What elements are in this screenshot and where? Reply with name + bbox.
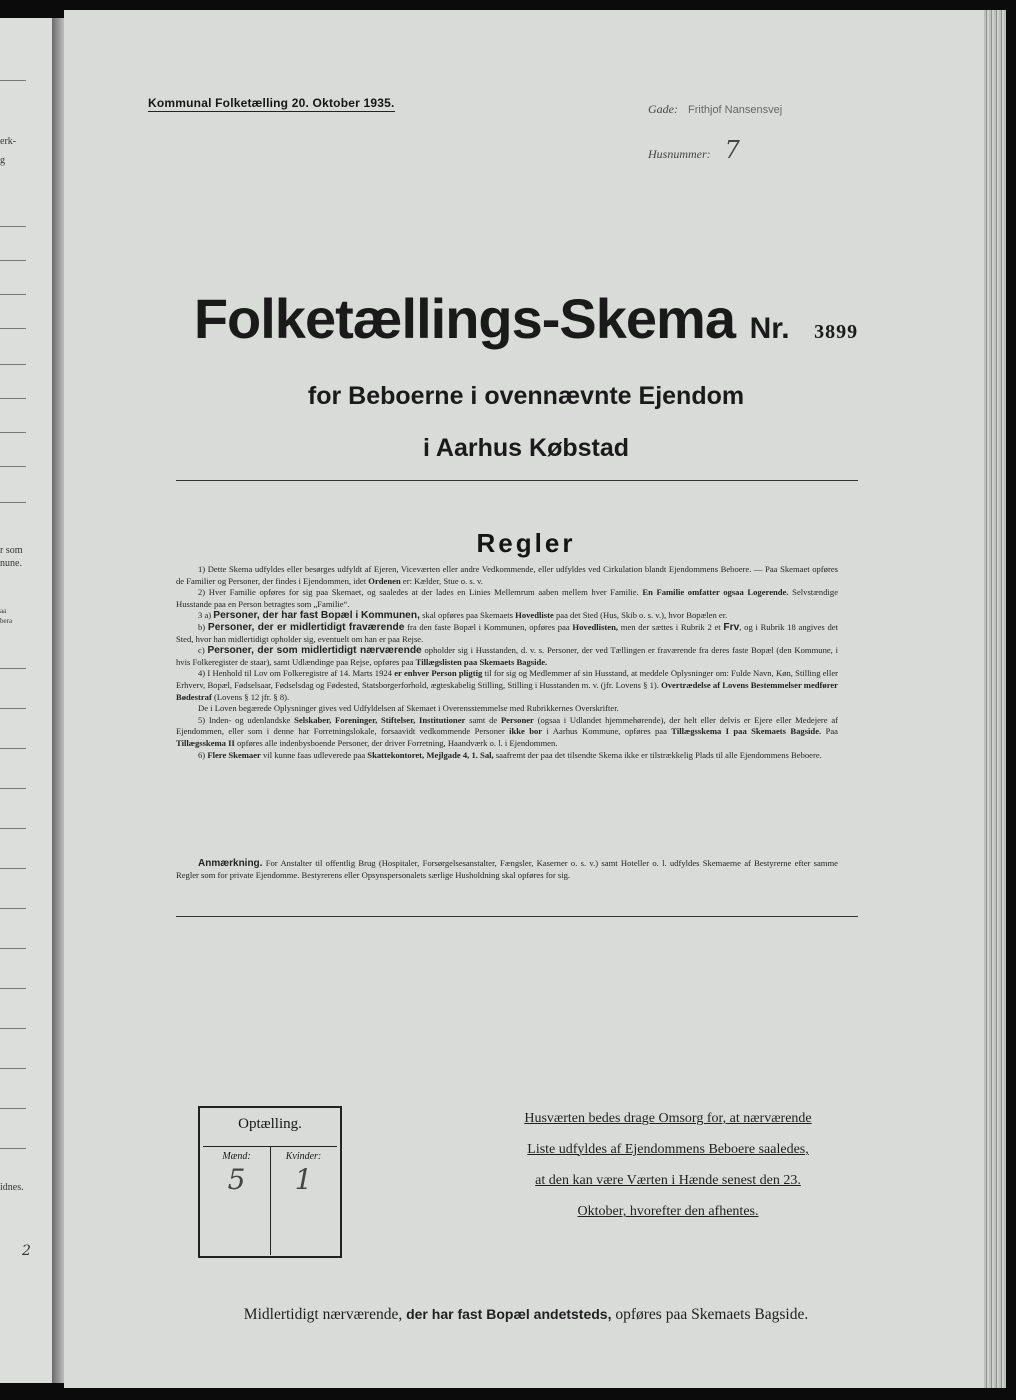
divider-rule [176, 480, 858, 481]
margin-rule [0, 868, 26, 869]
rule-2: 2) Hver Familie opføres for sig paa Skemaet, og saaledes at der lades en Linies Mellemrum aaben mellem hver Familie. En Familie omfatter ogsaa Logerende. Selvstændige Husstande paa en Person betragtes som „Familie“. [176, 587, 839, 609]
form-nr-label: Nr. [749, 312, 790, 345]
notice-line: Liste udfyldes af Ejendommens Beboere saaledes, [527, 1142, 809, 1157]
rule-5: 5) Inden- og udenlandske Selskaber, Foreninger, Stiftelser, Institutioner samt de Personer (ogsaa i Udlandet hjemmehørende), der helt eller delvis er Ejere eller Medejere af Ejendommen, eller som i denne har Forretningslokale, forsaavidt vedkommende Personer ikke bor i Aarhus Kommune, opføres paa Tillægsskema I paa Skemaets Bagside. Paa Tillægsskema II opføres alle indenbysboende Personer, der driver Forretning, Haandværk o. l. i Ejendommen. [176, 714, 839, 748]
form-subtitle: for Beboerne i ovennævnte Ejendom [307, 382, 745, 410]
notice-line: Oktober, hvorefter den afhentes. [577, 1204, 759, 1219]
margin-fragment: aa [0, 607, 7, 615]
margin-rule [0, 260, 26, 261]
notice-line: at den kan være Værten i Hænde senest den 23. [535, 1173, 801, 1188]
margin-rule [0, 432, 26, 433]
rules-heading: Regler [476, 528, 576, 558]
count-box [198, 1106, 342, 1258]
margin-fragment: idnes. [0, 1182, 24, 1193]
notice-line: Husværten bedes drage Omsorg for, at nærværende [524, 1111, 812, 1126]
margin-fragment: g [0, 155, 5, 166]
women-label: Kvinder: [285, 1151, 322, 1162]
margin-fragment: r som [0, 545, 23, 556]
count-grid [203, 1146, 337, 1255]
form-municipality: i Aarhus Købstad [422, 434, 630, 462]
margin-rule [0, 328, 26, 329]
margin-rule [0, 988, 26, 989]
house-number-row [648, 136, 740, 164]
footer-part-3: opføres paa Skemaets Bagside. [615, 1306, 809, 1323]
street-row [648, 100, 782, 118]
margin-rule [0, 502, 26, 503]
rules-text [176, 564, 838, 761]
margin-rule [0, 466, 26, 467]
census-form-page [64, 10, 988, 1388]
margin-rule [0, 80, 26, 81]
rule-3b: b) Personer, der er midlertidigt fraværende fra den faste Bopæl i Kommunen, opføres paa Hovedlisten, men der sættes i Rubrik 2 et Frv, og i Rubrik 18 angives det Sted, hvor han midlertidigt opholder sig, eventuelt om han er paa Rejse. [176, 621, 838, 644]
remark-label: Anmærkning. [198, 858, 263, 869]
divider-rule [176, 916, 858, 917]
street-label: Gade: [648, 102, 678, 116]
margin-rule [0, 1068, 26, 1069]
margin-rule [0, 1108, 26, 1109]
margin-rule [0, 908, 26, 909]
margin-rule [0, 1028, 26, 1029]
rule-1: 1) Dette Skema udfyldes eller besørges udfyldt af Ejeren, Viceværten eller andre Vedkommende, eller udfyldes ved Cirkulation blandt Ejendommens Beboere. — Paa Skemaet opføres de Familier og Personer, der findes i Ejendommen, idet Ordenen er: Kælder, Stue o. s. v. [176, 564, 838, 586]
form-number: 3899 [814, 321, 859, 343]
margin-rule [0, 788, 26, 789]
margin-rule [0, 226, 26, 227]
count-title: Optælling. [238, 1116, 302, 1132]
women-count: 1 [294, 1163, 313, 1196]
landlord-notice [498, 1110, 838, 1234]
adjacent-page-margin [0, 18, 52, 1383]
footer-part-2: der har fast Bopæl andetsteds, [406, 1306, 612, 1322]
margin-rule [0, 398, 26, 399]
margin-rule [0, 828, 26, 829]
scan-border [1006, 0, 1016, 1400]
rule-3c: c) Personer, der som midlertidigt nærværende opholder sig i Husstanden, d. v. s. Personer, der ved Tællingen er fraværende fra deres faste Bopæl (den Kommune, i hvis Folkeregister de staar), samt Udlændinge paa Rejse, opføres paa Tillægslisten paa Skemaets Bagside. [176, 645, 838, 667]
men-label: Mænd: [222, 1151, 251, 1162]
margin-fragment: erk- [0, 136, 17, 147]
house-number-label: Husnummer: [648, 147, 711, 161]
margin-handwriting: 2 [22, 1243, 31, 1259]
house-number-value: 7 [724, 136, 740, 164]
margin-rule [0, 294, 26, 295]
rule-4: 4) I Henhold til Lov om Folkeregistre af 14. Marts 1924 er enhver Person pligtig til for sig og Medlemmer af sin Husstand, at meddele Oplysninger om: Fulde Navn, Køn, Stilling eller Erhverv, Bopæl, Fødselsaar, Fødselsdag og Fødested, Statsborgerforhold, ægteskabelig Stilling, Stilling i Husstanden m. v. (jfr. Lovens § 1). Overtrædelse af Lovens Bestemmelser medfører Bødestraf (Lovens § 12 jfr. § 8). [176, 668, 838, 702]
men-count: 5 [227, 1163, 246, 1196]
rule-3a: 3 a) Personer, der har fast Bopæl i Kommunen, skal opføres paa Skemaets Hovedliste paa det Sted (Hus, Skib o. s. v.), hvor Bopælen er. [198, 610, 728, 622]
margin-fragment: bera [0, 617, 13, 625]
rule-4b: De i Loven begærede Oplysninger gives ved Udfyldelsen af Skemaet i Overensstemmelse med Rubrikkernes Overskrifter. [198, 703, 619, 714]
remark-paragraph [176, 858, 838, 881]
rule-6: 6) Flere Skemaer vil kunne faas udleverede paa Skattekontoret, Mejlgade 4, 1. Sal, saafremt der paa det tilsendte Skema ikke er tilstrækkelig Plads til alle Ejendommens Beboere. [198, 749, 822, 760]
census-header: Kommunal Folketælling 20. Oktober 1935. [148, 96, 395, 110]
margin-rule [0, 708, 26, 709]
margin-rule [0, 668, 26, 669]
street-value: Frithjof Nansensvej [688, 104, 783, 116]
margin-rule [0, 364, 26, 365]
form-title [64, 286, 988, 351]
remark-text: For Anstalter til offentlig Brug (Hospitaler, Forsørgelsesanstalter, Fængsler, Kaserner o. s. v.) samt Hoteller o. l. udfyldes Skemaerne af Bestyrerne efter samme Regler som for private Ejendomme. Bestyrerens eller Opsynspersonalets særlige Husholdning skal opføres for sig. [176, 858, 838, 880]
margin-rule [0, 1148, 26, 1149]
form-title-main: Folketællings-Skema [193, 287, 735, 350]
footer-part-1: Midlertidigt nærværende, [243, 1306, 403, 1323]
margin-rule [0, 748, 26, 749]
margin-rule [0, 948, 26, 949]
page-stack-edge [984, 10, 1006, 1388]
footer-instruction [64, 1306, 988, 1324]
margin-fragment: nune. [0, 558, 22, 569]
